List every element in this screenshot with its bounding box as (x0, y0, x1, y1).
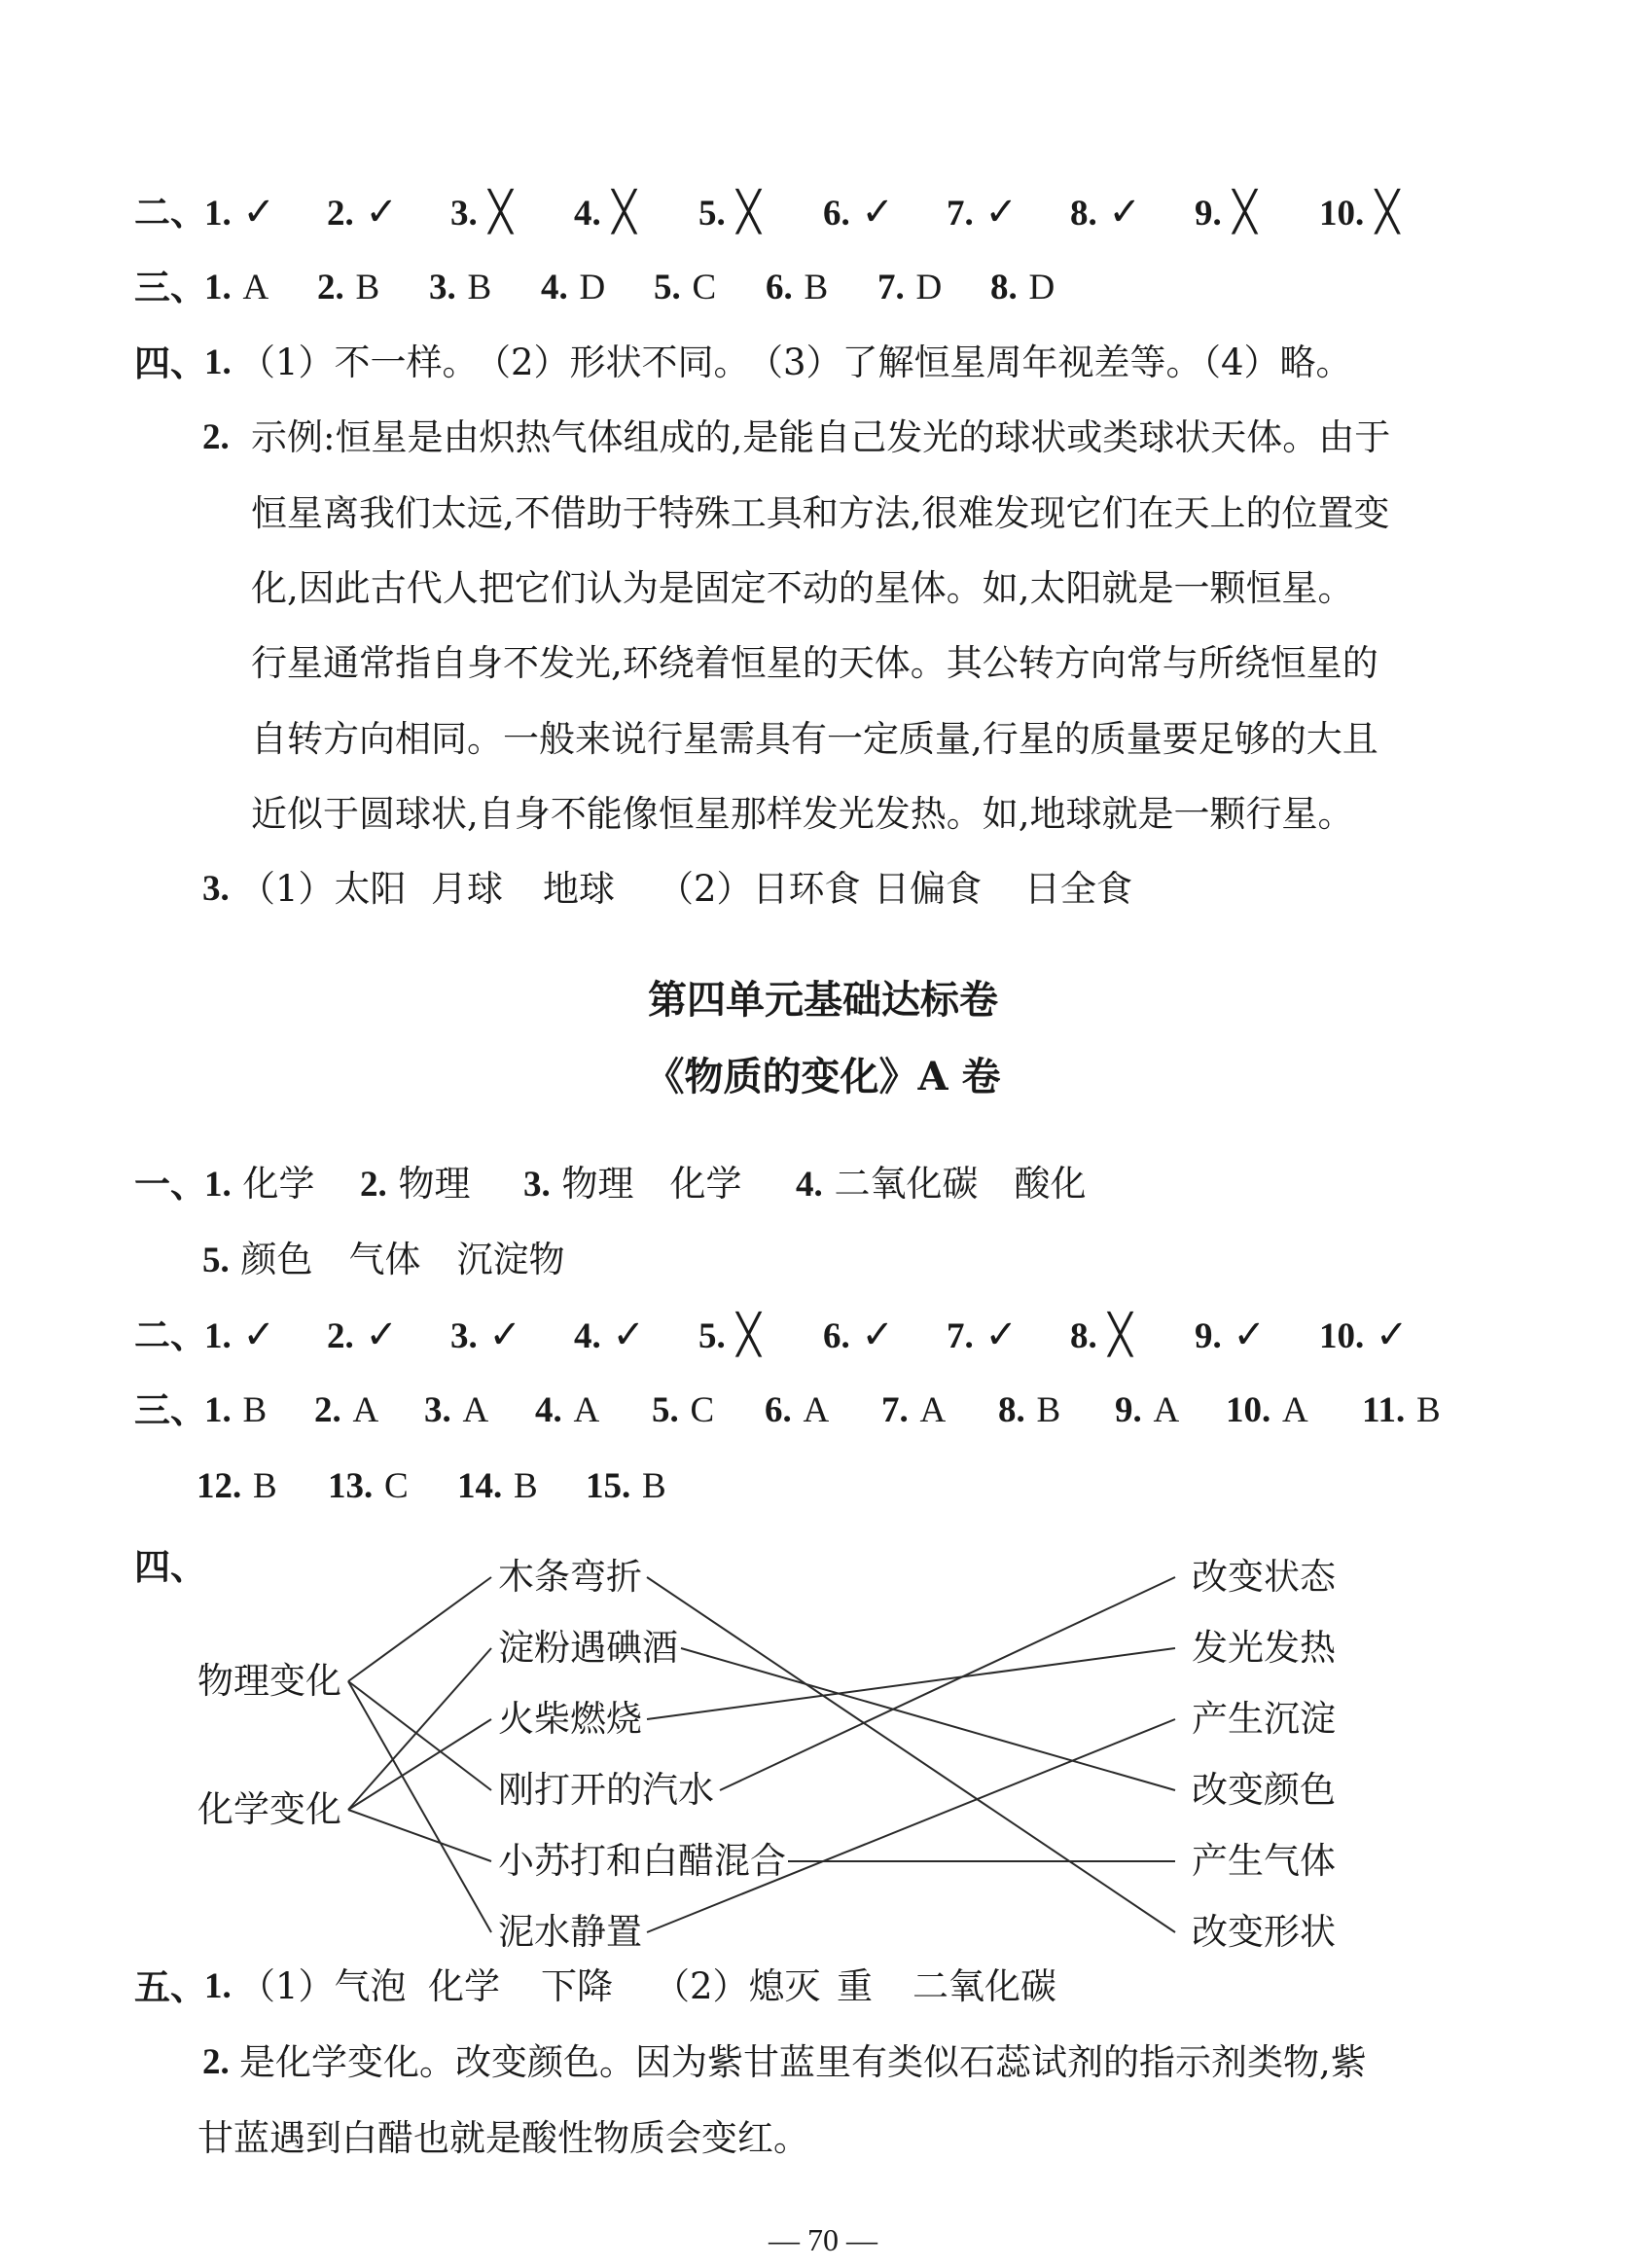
check-mark-icon: ✓ (1108, 190, 1142, 234)
check-mark-icon: ✓ (984, 1313, 1019, 1357)
unit-san-item: 13. C (328, 1466, 409, 1506)
prev-si-prefix: 四、 (134, 342, 206, 384)
match-line (348, 1681, 491, 1790)
prev-si-q2-line: 恒星离我们太远,不借助于特殊工具和方法,很难发现它们在天上的位置变 (251, 492, 1390, 534)
unit-wu-q1-number: 1. (204, 1966, 232, 2006)
unit-san-item: 3. A (424, 1390, 489, 1430)
prev-si-q3-part: 日偏食 (874, 868, 982, 910)
prev-si-q3-part: 月球 (431, 868, 503, 910)
check-mark-icon: ✓ (861, 190, 895, 234)
unit-er-prefix: 二、 (134, 1314, 206, 1356)
phenomenon-item: 刚打开的汽水 (498, 1769, 714, 1811)
unit-er-item: 9. ✓ (1195, 1313, 1267, 1357)
result-item: 产生沉淀 (1192, 1698, 1336, 1740)
unit-san-prefix: 三、 (134, 1388, 206, 1431)
prev-san-item: 6. B (766, 268, 829, 307)
unit-san-item: 9. A (1115, 1390, 1180, 1430)
prev-er-item: 3. ╳ (450, 190, 513, 234)
unit-er-item: 5. ╳ (698, 1313, 761, 1357)
unit-san-item: 7. A (881, 1390, 947, 1430)
prev-san-item: 3. B (429, 268, 492, 307)
prev-si-q2-line: 近似于圆球状,自身不能像恒星那样发光发热。如,地球就是一颗行星。 (251, 793, 1354, 835)
prev-er-item: 8. ✓ (1070, 190, 1142, 234)
check-mark-icon: ✓ (861, 1313, 895, 1357)
prev-er-item: 6. ✓ (823, 190, 895, 234)
prev-si-q2-number: 2. (202, 417, 230, 457)
unit-er-item: 10. ✓ (1319, 1313, 1409, 1357)
prev-san-item: 1. A (204, 268, 269, 307)
unit-san-item: 11. B (1362, 1390, 1441, 1430)
cross-mark-icon: ╳ (736, 1313, 761, 1357)
cross-mark-icon: ╳ (1108, 1313, 1132, 1357)
unit-yi-item: 1. 化学 (204, 1163, 315, 1205)
check-mark-icon: ✓ (365, 190, 399, 234)
prev-si-q2-line: 自转方向相同。一般来说行星需具有一定质量,行星的质量要足够的大且 (251, 718, 1378, 760)
check-mark-icon: ✓ (242, 1313, 276, 1357)
sub-title: 《物质的变化》A 卷 (645, 1054, 1001, 1099)
check-mark-icon: ✓ (242, 190, 276, 234)
match-line (348, 1648, 491, 1810)
unit-er-item: 1. ✓ (204, 1313, 276, 1357)
prev-si-q2-line: 行星通常指自身不发光,环绕着恒星的天体。其公转方向常与所绕恒星的 (251, 642, 1378, 684)
prev-san-item: 2. B (317, 268, 380, 307)
unit-san-item: 5. C (652, 1390, 715, 1430)
prev-san-item: 5. C (654, 268, 717, 307)
phenomenon-item: 火柴燃烧 (498, 1698, 642, 1740)
cross-mark-icon: ╳ (1376, 190, 1400, 234)
cross-mark-icon: ╳ (612, 190, 636, 234)
unit-yi-item: 2. 物理 (360, 1163, 471, 1205)
category-chemical-change: 化学变化 (197, 1788, 341, 1830)
unit-san-item: 10. A (1226, 1390, 1308, 1430)
prev-er-item: 1. ✓ (204, 190, 276, 234)
match-line (348, 1681, 491, 1932)
check-mark-icon: ✓ (1376, 1313, 1409, 1357)
phenomenon-item: 泥水静置 (498, 1911, 642, 1953)
unit-wu-q1-part: 二氧化碳 (912, 1965, 1056, 2007)
unit-yi-item: 5. 颜色 气体 沉淀物 (202, 1239, 565, 1280)
unit-san-item: 1. B (204, 1390, 268, 1430)
unit-yi-item: 3. 物理 化学 (523, 1163, 742, 1205)
category-physical-change: 物理变化 (197, 1660, 341, 1702)
check-mark-icon: ✓ (1233, 1313, 1267, 1357)
check-mark-icon: ✓ (612, 1313, 646, 1357)
unit-wu-q2-line: 是化学变化。改变颜色。因为紫甘蓝里有类似石蕊试剂的指示剂类物,紫 (239, 2041, 1367, 2083)
prev-si-q2-line: 化,因此古代人把它们认为是固定不动的星体。如,太阳就是一颗恒星。 (251, 567, 1354, 609)
unit-yi-item: 4. 二氧化碳 酸化 (796, 1163, 1087, 1205)
unit-san-item: 8. B (998, 1390, 1061, 1430)
unit-yi-prefix: 一、 (134, 1163, 206, 1206)
prev-er-item: 5. ╳ (698, 190, 761, 234)
prev-san-item: 7. D (877, 268, 943, 307)
prev-si-q1-part: （4）略。 (1185, 342, 1352, 383)
unit-wu-q2-line: 甘蓝遇到白醋也就是酸性物质会变红。 (197, 2117, 809, 2159)
prev-si-q1-number: 1. (204, 342, 232, 382)
result-item: 改变颜色 (1192, 1769, 1336, 1811)
unit-er-item: 8. ╳ (1070, 1313, 1132, 1357)
prev-si-q2-line: 示例:恒星是由炽热气体组成的,是能自己发光的球状或类球状天体。由于 (251, 416, 1391, 458)
check-mark-icon: ✓ (365, 1313, 399, 1357)
cross-mark-icon: ╳ (1233, 190, 1257, 234)
unit-er-item: 6. ✓ (823, 1313, 895, 1357)
prev-san-item: 8. D (990, 268, 1056, 307)
phenomenon-item: 木条弯折 (498, 1556, 642, 1598)
match-line (647, 1648, 1175, 1719)
prev-er-item: 9. ╳ (1195, 190, 1257, 234)
unit-er-item: 3. ✓ (450, 1313, 522, 1357)
prev-si-q1-part: （2）形状不同。 (475, 342, 750, 383)
prev-si-q3-part: 日全食 (1024, 868, 1132, 910)
unit-er-item: 7. ✓ (947, 1313, 1019, 1357)
prev-si-q3-part: （2）日环食 (658, 868, 861, 910)
cross-mark-icon: ╳ (736, 190, 761, 234)
prev-er-prefix: 二、 (134, 191, 206, 234)
match-line (647, 1719, 1175, 1932)
unit-san-item: 6. A (765, 1390, 830, 1430)
unit-wu-q1-part: （2）熄灭 (654, 1965, 821, 2007)
check-mark-icon: ✓ (488, 1313, 522, 1357)
unit-si-prefix: 四、 (134, 1545, 206, 1588)
unit-wu-q1-part: 化学 (428, 1965, 500, 2007)
match-line (348, 1577, 491, 1681)
unit-wu-q2-number: 2. (202, 2042, 230, 2082)
match-line (681, 1648, 1175, 1790)
unit-wu-prefix: 五、 (134, 1965, 206, 2008)
match-line (348, 1719, 491, 1810)
result-item: 发光发热 (1192, 1627, 1336, 1669)
unit-san-item: 2. A (314, 1390, 379, 1430)
unit-san-item: 4. A (535, 1390, 600, 1430)
prev-er-item: 4. ╳ (574, 190, 636, 234)
result-item: 改变形状 (1192, 1911, 1336, 1953)
prev-si-q3-part: 地球 (543, 868, 615, 910)
prev-si-q3-part: （1）太阳 (239, 868, 407, 910)
result-item: 产生气体 (1192, 1840, 1336, 1882)
match-line (348, 1810, 491, 1861)
unit-title: 第四单元基础达标卷 (648, 977, 998, 1023)
phenomenon-item: 小苏打和白醋混合 (498, 1840, 786, 1882)
unit-wu-q1-part: （1）气泡 (239, 1965, 407, 2007)
prev-san-item: 4. D (541, 268, 606, 307)
match-line (720, 1577, 1175, 1790)
unit-wu-q1-part: 下降 (541, 1965, 613, 2007)
cross-mark-icon: ╳ (488, 190, 513, 234)
unit-san-item: 12. B (197, 1466, 277, 1506)
phenomenon-item: 淀粉遇碘酒 (498, 1627, 678, 1669)
unit-er-item: 2. ✓ (327, 1313, 399, 1357)
prev-er-item: 7. ✓ (947, 190, 1019, 234)
unit-wu-q1-part: 重 (837, 1965, 873, 2007)
prev-er-item: 2. ✓ (327, 190, 399, 234)
unit-er-item: 4. ✓ (574, 1313, 646, 1357)
result-item: 改变状态 (1192, 1556, 1336, 1598)
prev-er-item: 10. ╳ (1319, 190, 1400, 234)
prev-si-q1-part: （1）不一样。 (239, 342, 479, 383)
unit-san-item: 14. B (457, 1466, 538, 1506)
page-number: — 70 — (769, 2222, 877, 2257)
prev-si-q3-number: 3. (202, 869, 230, 909)
unit-san-item: 15. B (586, 1466, 666, 1506)
prev-san-prefix: 三、 (134, 266, 206, 308)
check-mark-icon: ✓ (984, 190, 1019, 234)
prev-si-q1-part: （3）了解恒星周年视差等。 (747, 342, 1202, 383)
